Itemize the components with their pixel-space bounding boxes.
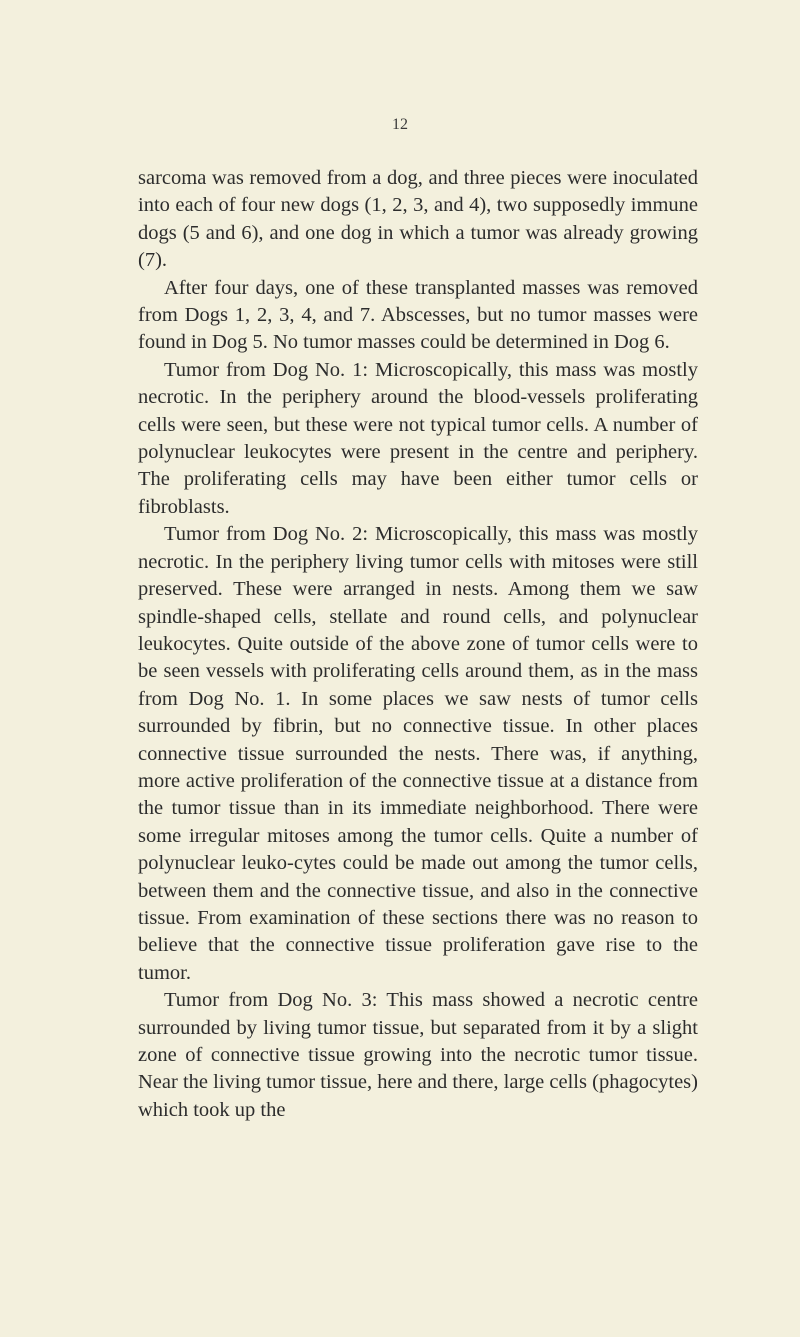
paragraph-continuation: sarcoma was removed from a dog, and three pieces were inoculated into each of four new dogs (1, 2, 3, and 4), two supposedly immune dogs (5 and 6), and one dog in which a tumor was already growing (7). (138, 167, 698, 272)
body-text (138, 165, 698, 1124)
paragraph-dog-3: Tumor from Dog No. 3: This mass showed a necrotic centre surrounded by living tumor tissue, but separated from it by a slight zone of connective tissue growing into the necrotic tumor tissue. Near the living tumor tissue, here and there, large cells (phagocytes) which took up the (138, 989, 698, 1121)
paragraph-dog-2: Tumor from Dog No. 2: Microscopically, this mass was mostly necrotic. In the periphery living tumor cells with mitoses were still preserved. These were arranged in nests. Among them we saw spindle-shaped cells, stellate and round cells, and polynuclear leukocytes. Quite outside of the above zone of tumor cells were to be seen vessels with proliferating cells around them, as in the mass from Dog No. 1. In some places we saw nests of tumor cells surrounded by fibrin, but no connective tissue. In other places connective tissue surrounded the nests. There was, if anything, more active proliferation of the connective tissue at a distance from the tumor tissue than in its immediate neighborhood. There were some irregular mitoses among the tumor cells. Quite a number of polynuclear leuko-cytes could be made out among the tumor cells, between them and the connective tissue, and also in the connective tissue. From examination of these sections there was no reason to believe that the connective tissue proliferation gave rise to the tumor. (138, 523, 698, 984)
paragraph-dog-1: Tumor from Dog No. 1: Microscopically, this mass was mostly necrotic. In the periphery around the blood-vessels proliferating cells were seen, but these were not typical tumor cells. A number of polynuclear leukocytes were present in the centre and periphery. The proliferating cells may have been either tumor cells or fibroblasts. (138, 358, 698, 518)
page-number: 12 (392, 116, 408, 133)
paragraph-transplant-results: After four days, one of these transplanted masses was removed from Dogs 1, 2, 3, 4, and 7. Abscesses, but no tumor masses were found in Dog 5. No tumor masses could be determined in Dog 6. (138, 276, 698, 354)
